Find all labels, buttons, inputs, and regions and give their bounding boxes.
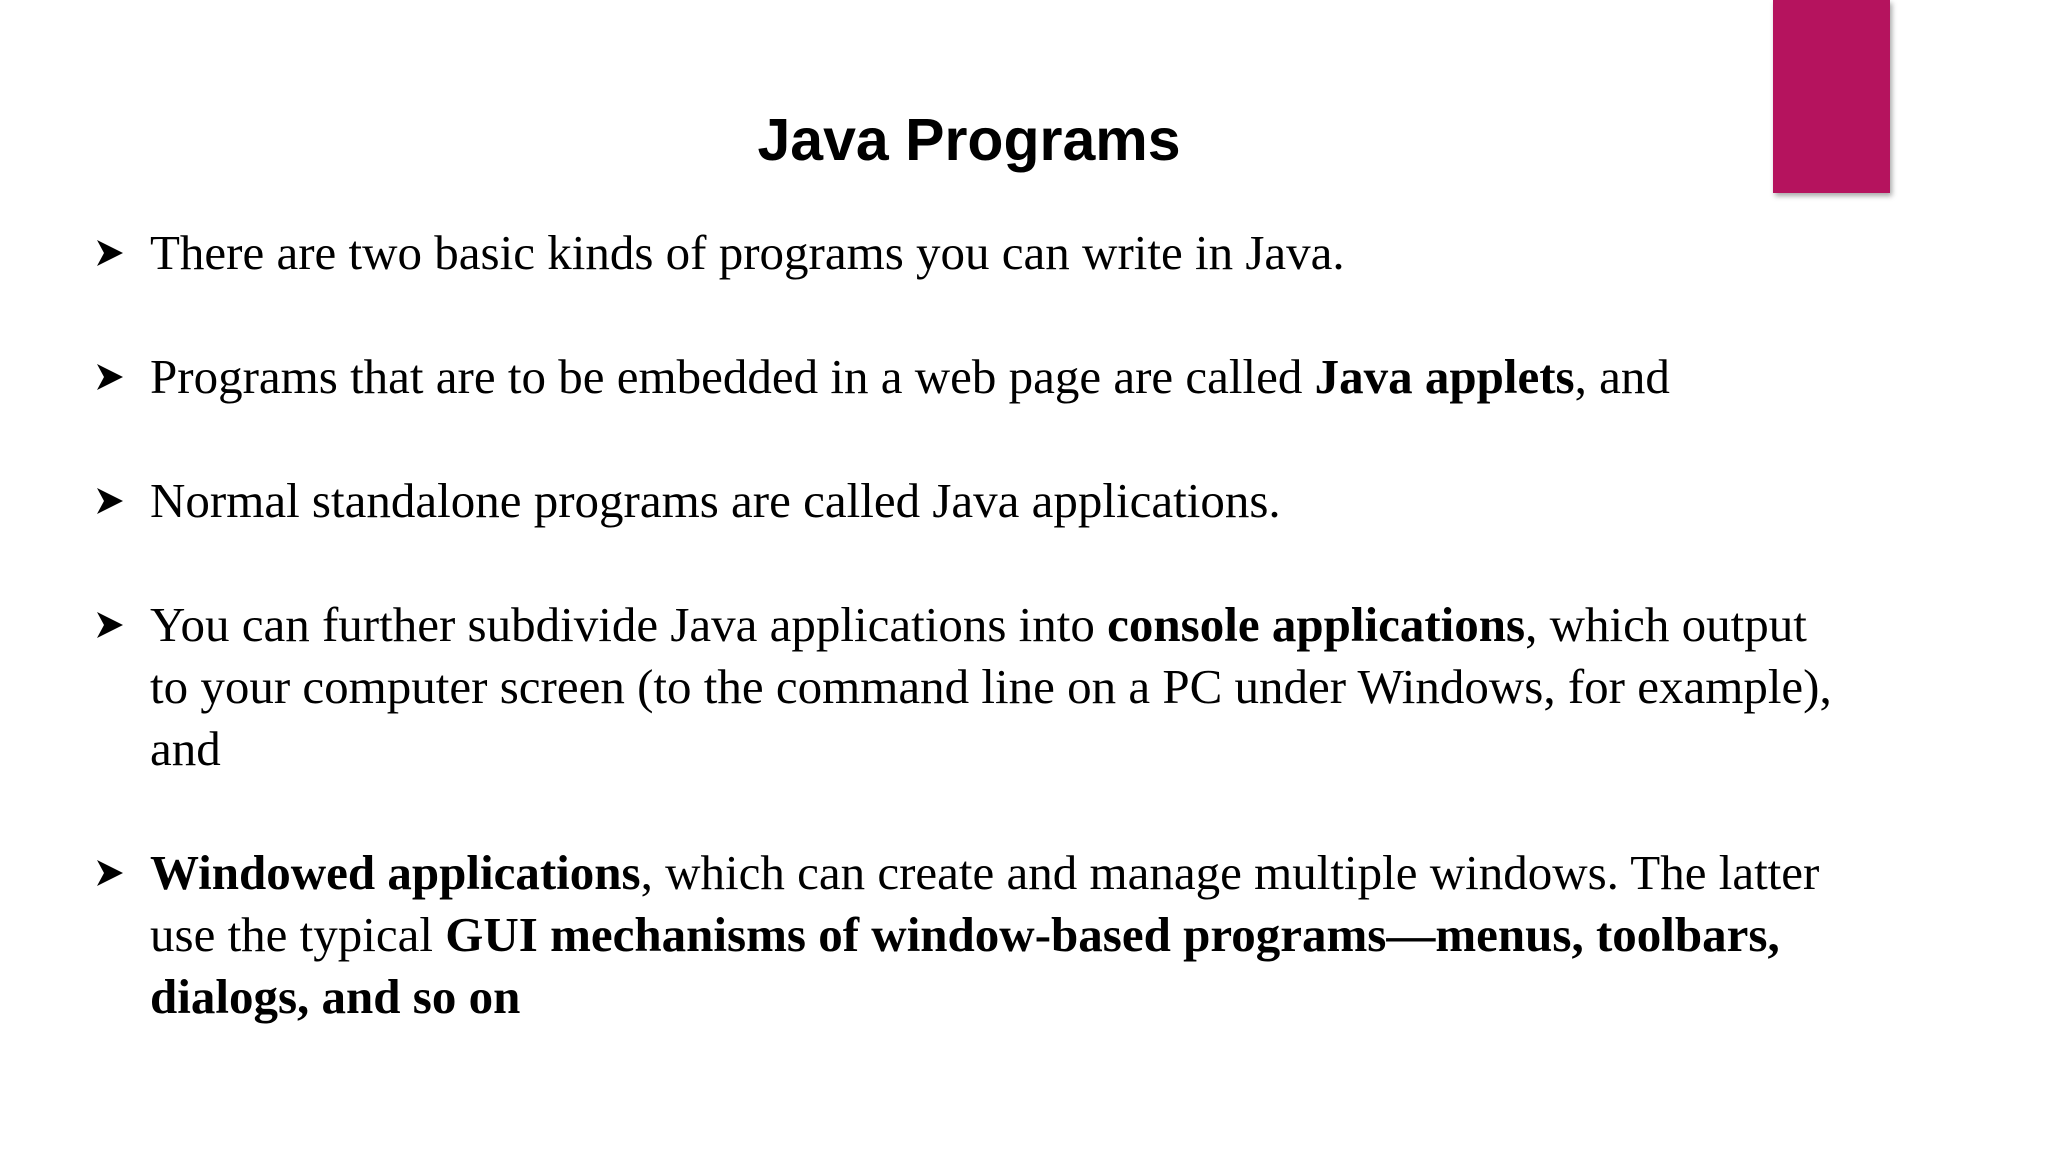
bullet-text: Programs that are to be embedded in a web page are called (150, 349, 1315, 404)
bullet-text: , which can create and manage multiple windows. The latter use the typical (150, 845, 1820, 962)
arrowhead-bullet-icon (95, 594, 129, 656)
arrowhead-bullet-icon (95, 346, 129, 408)
bullet-bold-text: GUI mechanisms of window-based programs—menus, toolbars, dialogs, and so on (150, 907, 1780, 1024)
bullet-text: , which output to your computer screen (to the command line on a PC under Windows, for example), and (150, 597, 1832, 776)
arrowhead-bullet-icon (95, 842, 129, 904)
bullet-text: Normal standalone programs are called Java applications. (150, 473, 1281, 528)
bullet-item (95, 222, 1845, 284)
arrowhead-bullet-icon (95, 470, 129, 532)
bullet-item (95, 842, 1845, 1028)
slide-title: Java Programs (757, 107, 1181, 173)
bullet-item (95, 594, 1845, 780)
bullet-bold-text: Windowed applications (150, 845, 641, 900)
bullet-item (95, 346, 1845, 408)
bullet-text: You can further subdivide Java applications into (150, 597, 1108, 652)
bullet-bold-text: Java applets (1314, 349, 1575, 404)
bullet-bold-text: console applications (1107, 597, 1526, 652)
bullet-item (95, 470, 1845, 532)
arrowhead-bullet-icon (95, 222, 129, 284)
bullet-text: There are two basic kinds of programs you can write in Java. (150, 225, 1345, 280)
bullet-text: , and (1574, 349, 1670, 404)
bullet-list (95, 222, 1845, 1090)
